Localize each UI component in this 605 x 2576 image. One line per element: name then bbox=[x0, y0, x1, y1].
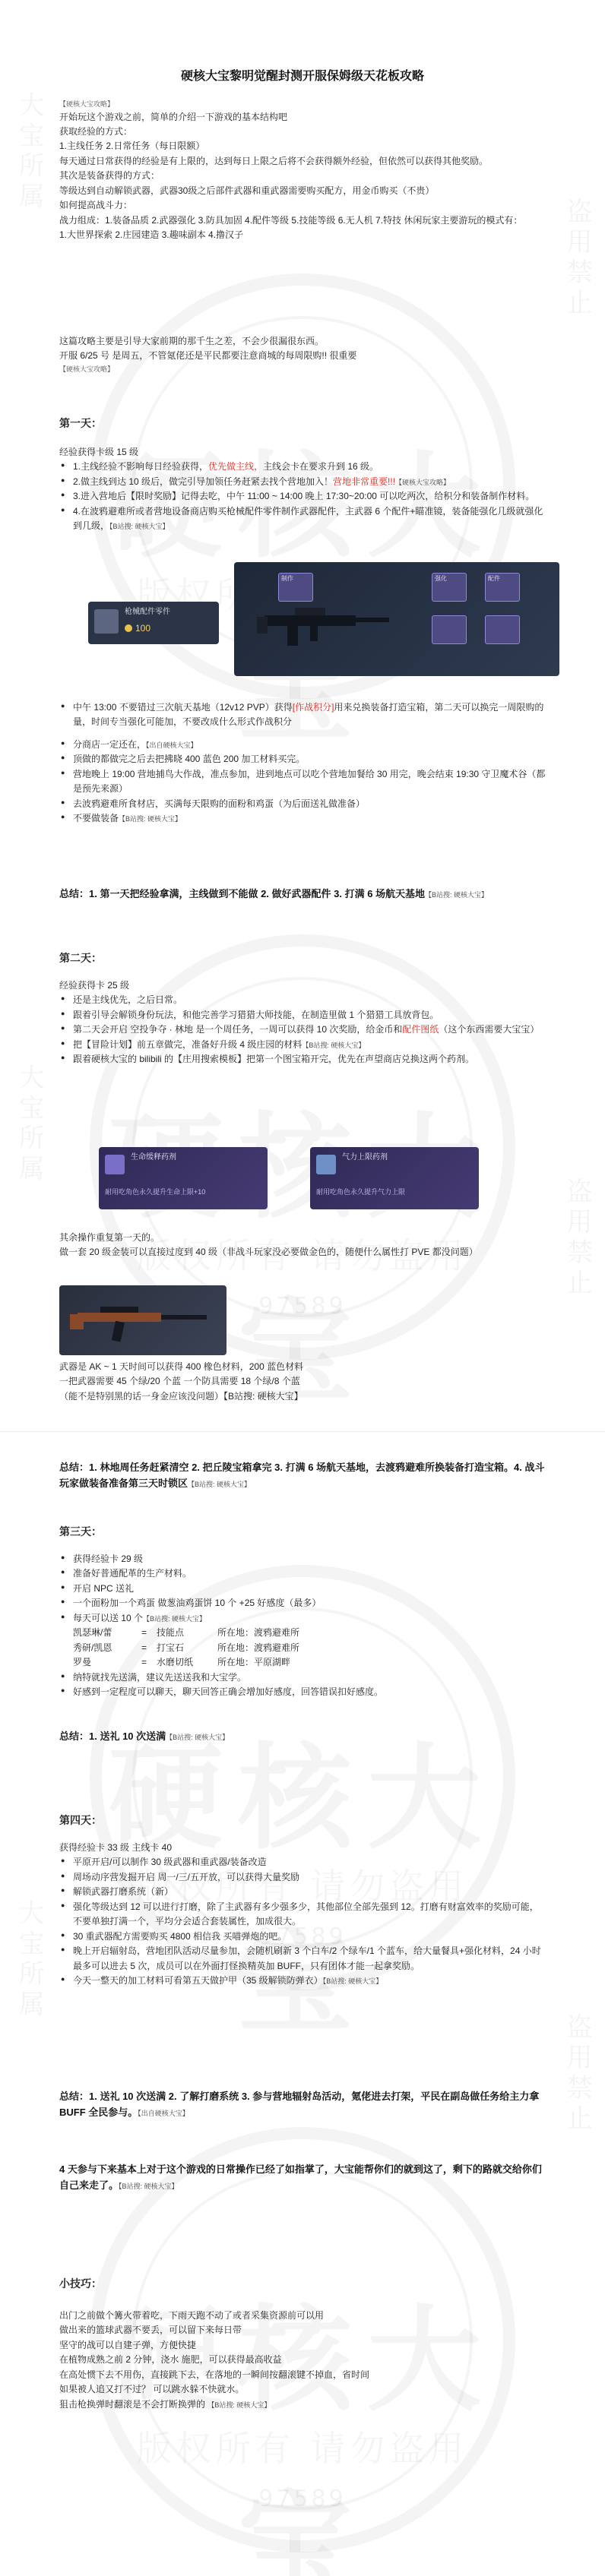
item-text: 跟着硬核大宝的 bilibili 的【庄用搜索模板】把第一个图宝箱开完，优先在声望商店兑换这两个药剂。 bbox=[73, 1054, 475, 1065]
day1-section bbox=[59, 395, 546, 539]
list-item bbox=[59, 1930, 546, 1944]
tip-line: 如果被人追又打不过？ 可以跳水躲不快就水。 bbox=[59, 2384, 245, 2395]
day3-section bbox=[59, 1523, 546, 1728]
intro-line: 等级达到自动解锁武器，武器30级之后部件武器和重武器需要购买配方，用金币购买（不贵） bbox=[59, 185, 435, 196]
potion-name: 气力上限药剂 bbox=[342, 1153, 388, 1162]
item-text: 4.在波鸦避难所或者营地设备商店购买枪械配件零件制作武器配件，主武器 6 个配件+瞄准镜，装备能强化几级就强化到几级， bbox=[73, 505, 543, 532]
npc-reward: 技能点 bbox=[157, 1627, 185, 1639]
watermark-seal-number: 97589 bbox=[258, 2486, 347, 2512]
intro-line: 如何提高战斗力： bbox=[59, 200, 133, 211]
list-item bbox=[59, 767, 546, 797]
tip-line: 坚守的战可以自建子弹，方便快捷 bbox=[59, 2339, 197, 2350]
watermark-side-right: 盗用禁止 bbox=[562, 2013, 592, 2135]
list-item bbox=[59, 738, 546, 752]
table-row bbox=[73, 1626, 299, 1640]
item-text: 分商店一定还在， bbox=[73, 738, 147, 750]
tips-tag: 【B站搜: 硬核大宝】 bbox=[207, 2401, 271, 2409]
attachment-slot[interactable] bbox=[278, 573, 313, 602]
item-text: 营地晚上 19:00 营地捕鸟大作战，准点参加，进到地点可以吃个营地加餐给 30 用完，晚会结束 19:30 守卫魔术谷（都是预先来源） bbox=[73, 768, 546, 795]
item-tail: 主线会卡在要求升到 16 级。 bbox=[263, 461, 379, 473]
repeat-line: 其余操作重复第一天的。 bbox=[59, 1232, 160, 1243]
intro-line: 获取经验的方式： bbox=[59, 126, 133, 137]
item-text: 一个面粉加一个鸡蛋 做葱油鸡蛋饼 10 个 +25 好感度（最多） bbox=[73, 1598, 322, 1609]
day1-exp-line: 经验获得卡级 15 级 bbox=[59, 447, 139, 457]
summary-text: 总结：1. 送礼 10 次送满 bbox=[59, 1731, 166, 1742]
summary-text: 总结：1. 送礼 10 次送满 2. 了解打磨系统 3. 参与营地辐射岛活动，氪佬进去打架，平民在副岛做任务给主力拿 BUFF 全民参与。 bbox=[59, 2091, 540, 2119]
list-item bbox=[59, 504, 546, 534]
potion-icon bbox=[316, 1155, 336, 1174]
day1-list-2 bbox=[59, 676, 546, 874]
item-text: 每天可以送 10 个 bbox=[73, 1612, 144, 1623]
table-row bbox=[73, 1655, 299, 1670]
watermark-side-right: 盗用禁止 bbox=[562, 1177, 592, 1299]
summary-tag: 【出自硬核大宝】 bbox=[138, 2110, 189, 2118]
item-highlight: 配件图纸 bbox=[402, 1024, 439, 1035]
tips-heading: 小技巧： bbox=[59, 2277, 102, 2290]
list-item bbox=[59, 489, 546, 504]
day2-list bbox=[59, 993, 546, 1067]
potion-desc: 耐用吃角色永久提升生命上限+10 bbox=[105, 1188, 206, 1196]
watermark-side-left: 大宝所属 bbox=[14, 91, 45, 213]
summary-text: 总结：1. 第一天把经验拿满，主线做到不能做 2. 做好武器配件 3. 打满 6 场航天基地 bbox=[59, 888, 426, 899]
npc-eq: = bbox=[141, 1657, 147, 1668]
list-item bbox=[59, 1052, 546, 1067]
day4-list bbox=[59, 1855, 546, 1988]
intro-line: 战力组成：1.装备品质 2.武器强化 3.防具加固 4.配件等级 5.技能等级 6.无人机 7.特技 休闲玩家主要游玩的模式有： bbox=[59, 214, 523, 226]
item-text: 平原开启/可以制作 30 级武器和重武器/装备改造 bbox=[73, 1857, 267, 1868]
day2-summary bbox=[59, 1432, 546, 1523]
npc-name: 秀研/凯恩 bbox=[73, 1642, 112, 1653]
day1-list bbox=[59, 460, 546, 533]
list-item bbox=[59, 1670, 546, 1685]
watermark-side-left: 大宝所属 bbox=[14, 1899, 45, 2021]
day3-heading: 第三天： bbox=[59, 1525, 102, 1538]
list-item bbox=[59, 1974, 546, 1988]
intro-line: 每天通过日常获得的经验是有上限的，达到每日上限之后将不会获得额外经验，但依然可以获得其他奖励。 bbox=[59, 155, 489, 166]
tip-text: 狙击枪换弹时翻滚是不会打断换弹的 bbox=[59, 2398, 206, 2410]
list-item bbox=[59, 993, 546, 1007]
list-item bbox=[59, 1611, 546, 1626]
list-item bbox=[59, 475, 546, 489]
item-tail: 【B站搜: 硬核大宝】 bbox=[109, 523, 169, 531]
closing-text: 4 天参与下来基本上对于这个游戏的日常操作已经了如指掌了，大宝能帮你们的就到这了，剩下的路就交给你们自己来走了。 bbox=[59, 2164, 542, 2192]
intro-section bbox=[59, 99, 546, 334]
day3-list-secondary bbox=[59, 1670, 546, 1700]
day2-exp-line: 经验获得卡 25 级 bbox=[59, 980, 130, 991]
watermark-side-right: 盗用禁止 bbox=[562, 198, 592, 319]
game-screenshot-area bbox=[59, 562, 546, 676]
npc-reward: 水磨切纸 bbox=[157, 1657, 194, 1668]
page-title: 硬核大宝黎明觉醒封测开服保姆级天花板攻略 bbox=[180, 70, 424, 83]
item-tail: 用来兑换装备打造宝箱，第二天可以换完一周限购的量，时间专当强化可能加，不要改成什么形式作战积分 bbox=[73, 702, 544, 728]
source-tag: 【硬核大宝攻略】 bbox=[59, 100, 115, 108]
item-text: 准备好普通配革的生产材料。 bbox=[73, 1568, 192, 1579]
npc-location: 所在地：渡鸦避难所 bbox=[217, 1642, 300, 1653]
intro-note-line: 开服 6/25 号 是周五，不管氪佬还是平民都要注意商城的每周限购!! 很重要 bbox=[59, 350, 357, 362]
npc-location: 所在地：平原湖畔 bbox=[217, 1657, 291, 1668]
list-item bbox=[59, 1885, 546, 1899]
slot-label: 配件 bbox=[488, 575, 500, 582]
npc-name: 凯瑟琳/蕾 bbox=[73, 1627, 112, 1639]
item-text: 今天一整天的加工材料可看第五天做护甲（35 级解锁防弹衣） bbox=[73, 1974, 323, 1986]
list-item bbox=[59, 1944, 546, 1974]
tip-line: 在高处惯下去不用伤，直接跳下去，在落地的一瞬间按翻滚键不掉血，省时间 bbox=[59, 2369, 370, 2380]
summary-tag: 【B站搜: 硬核大宝】 bbox=[425, 891, 489, 899]
summary-tag: 【B站搜: 硬核大宝】 bbox=[188, 1481, 252, 1489]
list-item bbox=[59, 1022, 546, 1037]
item-tail: 【B站搜: 硬核大宝】 bbox=[302, 1041, 366, 1049]
coin-icon bbox=[125, 624, 132, 632]
slot-label: 强化 bbox=[435, 575, 447, 582]
ak-info bbox=[59, 1355, 546, 1408]
intro-line: 其次是装备获得的方式： bbox=[59, 170, 160, 182]
item-highlight: 营地非常重要!!! bbox=[333, 476, 396, 487]
item-text: 顶做的都做完之后去把拂晓 400 蓝色 200 加工材料买完。 bbox=[73, 754, 306, 765]
list-item bbox=[59, 797, 546, 811]
day4-summary bbox=[59, 2055, 546, 2146]
closing-paragraph bbox=[59, 2146, 546, 2252]
list-item bbox=[59, 1582, 546, 1596]
day3-summary bbox=[59, 1728, 546, 1812]
gun-line: （能不是特别黑的话一身金应该没问题）【B站搜: 硬核大宝】 bbox=[59, 1390, 303, 1402]
day1-heading: 第一天： bbox=[59, 417, 102, 429]
npc-name: 罗曼 bbox=[73, 1657, 92, 1668]
tip-line: 在植物成熟之前 2 分钟，浇水 施肥，可以获得最高收益 bbox=[59, 2354, 282, 2366]
item-text: 中午 13:00 不要错过三次航天基地（12v12 PVP）获得 bbox=[73, 702, 293, 713]
list-item bbox=[59, 1870, 546, 1885]
tips-section bbox=[59, 2252, 546, 2412]
list-item bbox=[59, 1552, 546, 1566]
day2-heading: 第二天： bbox=[59, 952, 102, 964]
item-text: 解锁武器打磨系统（新） bbox=[73, 1886, 174, 1898]
tip-line: 出门之前做个篝火带着吃，下雨天跑不动了或者采集资源前可以用 bbox=[59, 2310, 325, 2321]
item-text: 还是主线优先，之后日常。 bbox=[73, 994, 183, 1006]
intro-note-line: 这篇攻略主要是引导大家前期的那千生之差，不会少很漏很东西。 bbox=[59, 336, 325, 346]
item-text: 去波鸦避难所食材店，买满每天限购的面粉和鸡蛋（为后面送礼做准备） bbox=[73, 798, 366, 809]
npc-eq: = bbox=[141, 1627, 147, 1639]
npc-location: 所在地：渡鸦避难所 bbox=[217, 1627, 300, 1639]
list-item bbox=[59, 1855, 546, 1870]
item-tail: 【B站搜: 硬核大宝】 bbox=[322, 1977, 383, 1985]
watermark-seal-number: 97589 bbox=[258, 1293, 347, 1320]
summary-tag: 【B站搜: 硬核大宝】 bbox=[166, 1734, 230, 1741]
item-text: 跟着引导会解锁身份玩法，和他完善学习猎猎大师技能，在制造里做 1 个猎猎工具放背包。 bbox=[73, 1009, 439, 1020]
item-text: 3.进入营地后【限时奖励】记得去吃，中午 11:00 ~ 14:00 晚上 17:30~20:00 可以吃两次，给积分和装备制作材料。 bbox=[73, 491, 535, 502]
potion-desc: 耐用吃角色永久提升气力上限 bbox=[316, 1188, 406, 1196]
potion-name: 生命缓释药剂 bbox=[131, 1153, 176, 1162]
item-tail: 【出自硬核大宝】 bbox=[146, 741, 198, 749]
source-tag: 【硬核大宝攻略】 bbox=[59, 365, 115, 373]
list-item bbox=[59, 1900, 546, 1930]
inventory-panel-image bbox=[88, 602, 219, 644]
item-text: 1.主线经验不影响每日经验获得， bbox=[73, 461, 209, 473]
gun-line: 武器是 AK ~ 1 天时间可以获得 400 橡色材料，200 蓝色材料 bbox=[59, 1361, 304, 1372]
npc-reward: 打宝石 bbox=[157, 1642, 185, 1653]
day3-list bbox=[59, 1552, 546, 1626]
rifle-icon bbox=[70, 1294, 214, 1348]
table-row bbox=[73, 1641, 299, 1655]
item-text: 30 重武器配方需要购买 4800 相信我 买喵弹炮的吧。 bbox=[73, 1930, 287, 1942]
item-text: 获得经验卡 29 级 bbox=[73, 1554, 144, 1564]
weapon-screenshot bbox=[234, 562, 559, 676]
item-tail: 【B站搜: 硬核大宝】 bbox=[119, 815, 182, 823]
closing-tag: 【B站搜: 硬核大宝】 bbox=[119, 2182, 179, 2191]
attachment-slot[interactable] bbox=[485, 615, 520, 644]
part-icon bbox=[94, 609, 119, 634]
item-text: 晚上开启辐射岛，营地团队活动尽量参加，会随机刷新 3 个白车/2 个绿车/1 个蓝车，给大量餐具+强化材料，24 小时最多可以进去 5 次，成员可以在外面打怪换精英加 BUFF，只有团体才能一起拿奖励。 bbox=[73, 1945, 541, 1971]
tip-line: 做出来的篮球武器不要丢，可以留下来每日带 bbox=[59, 2325, 242, 2336]
day2-section bbox=[59, 950, 546, 1147]
item-highlight: [作战积分] bbox=[292, 702, 334, 713]
intro-line: 开始玩这个游戏之前，简单的介绍一下游戏的基本结构吧 bbox=[59, 111, 288, 122]
potion-card bbox=[310, 1147, 479, 1209]
day4-section bbox=[59, 1812, 546, 2055]
gun-line: 一把武器需要 45 个绿/20 个蓝 一个防具需要 18 个绿/8 个蓝 bbox=[59, 1376, 300, 1387]
list-item bbox=[59, 1008, 546, 1022]
day4-exp-line: 获得经验卡 33 级 主线卡 40 bbox=[59, 1842, 173, 1853]
day4-heading: 第四天： bbox=[59, 1814, 102, 1826]
item-tail: （这个东西需要大宝宝） bbox=[439, 1024, 540, 1035]
attachment-slot[interactable] bbox=[432, 615, 467, 644]
day1-list-secondary bbox=[59, 700, 546, 827]
summary-text: 总结：1. 林地周任务赶紧清空 2. 把丘陵宝箱拿完 3. 打满 6 场航天基地，去渡鸦避难所换装备打造宝箱。4. 战斗玩家做装备准备第三天时锁区 bbox=[59, 1462, 545, 1490]
potion-cards bbox=[59, 1147, 546, 1231]
intro-note bbox=[59, 334, 546, 395]
watermark-seal-number: 97589 bbox=[258, 1923, 347, 1950]
item-text: 好感到一定程度可以聊天，聊天回答正确会增加好感度，回答错误扣好感度。 bbox=[73, 1686, 384, 1697]
attachment-slot[interactable] bbox=[432, 573, 467, 602]
ak-weapon-image bbox=[59, 1285, 226, 1355]
item-text: 周场动序营发掘开启 周一/三/五开放，可以获得大量奖励 bbox=[73, 1871, 300, 1882]
watermark-side-left: 大宝所属 bbox=[14, 1064, 45, 1185]
list-item bbox=[59, 460, 546, 474]
attachment-slot[interactable] bbox=[485, 573, 520, 602]
item-tail: 【B站搜: 硬核大宝】 bbox=[143, 1614, 207, 1623]
tip-line bbox=[59, 2397, 546, 2412]
list-item bbox=[59, 700, 546, 730]
item-highlight: 优先做主线， bbox=[208, 461, 264, 473]
repeat-text: 做一套 20 级金装可以直接过度到 40 级（非战斗玩家没必要做金色的，随便什么属性打 PVE 都没问题） bbox=[59, 1247, 478, 1258]
item-tail: 【硬核大宝攻略】 bbox=[395, 478, 451, 486]
potion-icon bbox=[105, 1155, 125, 1174]
intro-line: 1.大世界探索 2.庄园建造 3.趣味副本 4.撸汉子 bbox=[59, 229, 244, 241]
rifle-icon bbox=[257, 593, 394, 653]
slot-label: 制作 bbox=[281, 575, 293, 582]
item-text: 把【冒险计划】前五章做完，准备好升级 4 级庄园的材料 bbox=[73, 1038, 302, 1050]
item-text: 开启 NPC 送礼 bbox=[73, 1582, 135, 1594]
list-item bbox=[59, 1685, 546, 1699]
part-count: 100 bbox=[135, 623, 151, 634]
day1-summary bbox=[59, 874, 546, 950]
list-item bbox=[59, 752, 546, 766]
day2-repeat bbox=[59, 1231, 546, 1285]
npc-eq: = bbox=[141, 1642, 147, 1653]
item-text: 强化等级达到 12 可以进行打磨，除了主武器有多少强多少，其他部位全部先强到 12。打磨有财富效率的奖励可能，不要单独打满一个，平均分会适合套装属性，加成很大。 bbox=[73, 1901, 539, 1927]
intro-line: 1.主线任务 2.日常任务（每日限额） bbox=[59, 141, 205, 152]
watermark-seal-subtext bbox=[102, 2420, 503, 2477]
part-name: 枪械配件零件 bbox=[125, 608, 170, 616]
item-text: 不要做装备 bbox=[73, 813, 119, 824]
list-item bbox=[59, 1038, 546, 1052]
item-text: 纳特就找先送满，建议先送送我和大宝学。 bbox=[73, 1671, 247, 1683]
item-text: 第二天会开启 空投争夺 · 林地 是一个周任务，一周可以获得 10 次奖励，给金币和 bbox=[73, 1024, 403, 1035]
potion-card bbox=[99, 1147, 268, 1209]
list-item bbox=[59, 811, 546, 826]
item-text: 2.做主线到达 10 级后，做完引导加领任务赶紧去找个营地加入！ bbox=[73, 476, 334, 487]
npc-gift-table bbox=[73, 1626, 299, 1670]
list-item bbox=[59, 1566, 546, 1581]
list-item bbox=[59, 1596, 546, 1610]
